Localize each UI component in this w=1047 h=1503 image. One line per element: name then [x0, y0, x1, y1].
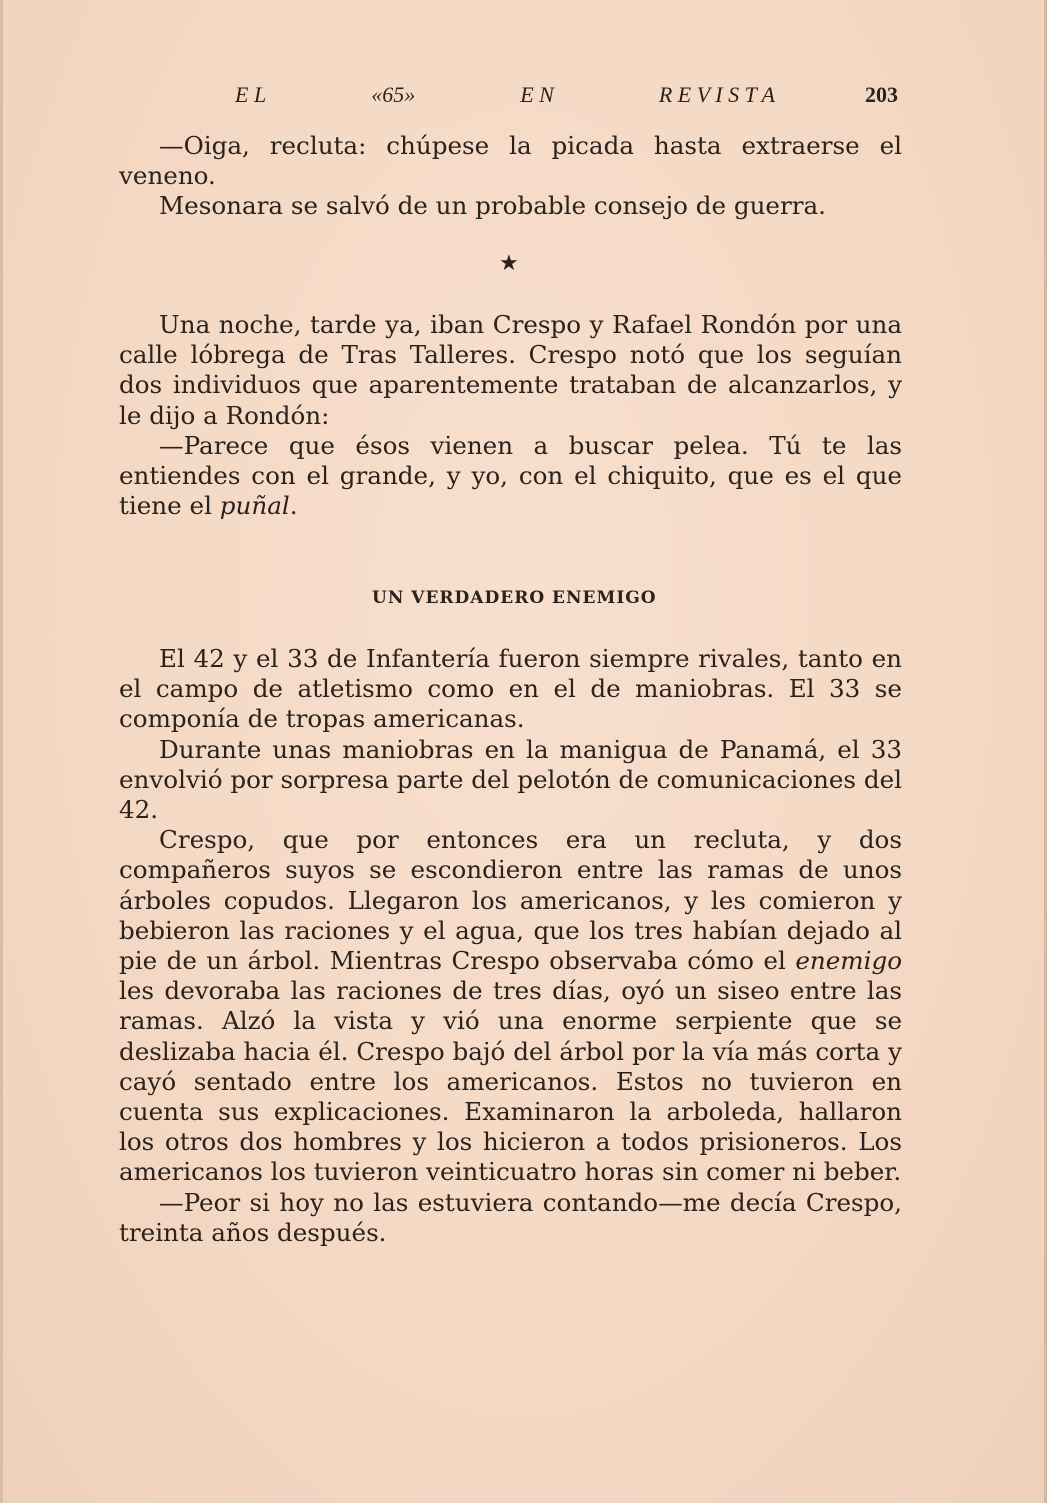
text-block-section — [119, 644, 902, 1248]
paragraph: Una noche, tarde ya, iban Crespo y Rafael Rondón por una calle lóbrega de Tras Talleres. Crespo notó que los seguían dos individuos que aparentemente trataban de alcanzarlos, y le dijo a Rondón: — [119, 310, 902, 430]
running-head-word: R E V I S T A — [658, 82, 775, 107]
paragraph-text: —Parece que ésos vienen a buscar pelea. Tú te las entiendes con el grande, y yo, con el chiquito, que es el que tiene el — [119, 430, 902, 521]
text-block-anecdote — [119, 310, 902, 521]
paragraph: —Oiga, recluta: chúpese la picada hasta extraerse el veneno. — [119, 131, 902, 191]
paragraph — [119, 431, 902, 522]
italic-word: puñal — [219, 491, 290, 521]
section-heading: UN VERDADERO ENEMIGO — [372, 588, 657, 608]
paragraph: Mesonara se salvó de un probable consejo de guerra. — [159, 191, 826, 221]
running-head — [235, 82, 775, 108]
paragraph-text: les devoraba las raciones de tres días, oyó un siseo entre las ramas. Alzó la vista y vió una enorme serpiente que se deslizaba hacia él. Crespo bajó del árbol por la vía más corta y cayó sentado entre los americanos. Estos no tuvieron en cuenta sus explicaciones. Examinaron la arboleda, hallaron los otros dos hombres y los hicieron a todos prisioneros. Los americanos los tuvieron veinticuatro horas sin comer ni beber. — [119, 976, 902, 1187]
running-head-word: «65» — [371, 82, 416, 107]
paragraph — [119, 825, 902, 1187]
running-head-word: E N — [520, 82, 554, 107]
paragraph: El 42 y el 33 de Infantería fueron siempre rivales, tanto en el campo de atletismo como en el de maniobras. El 33 se componía de tropas americanas. — [119, 644, 902, 734]
paragraph: Durante unas maniobras en la manigua de Panamá, el 33 envolvió por sorpresa parte del pelotón de comunicaciones del 42. — [119, 734, 902, 825]
italic-word: enemigo — [795, 946, 902, 976]
paragraph-text: Crespo, que por entonces era un recluta, y dos compañeros suyos se escondieron entre las ramas de unos árboles copudos. Llegaron los americanos, y les comieron y bebieron las raciones y el agua, que los tres habían dejado al pie de un árbol. Mientras Crespo observaba cómo el — [119, 825, 902, 976]
text-block-opening — [119, 131, 902, 222]
page-number: 203 — [865, 82, 898, 107]
paragraph-end: . — [289, 491, 298, 521]
paragraph: —Peor si hoy no las estuviera contando—me decía Crespo, treinta años después. — [119, 1187, 902, 1247]
running-head-word: E L — [235, 82, 267, 107]
star-ornament-icon: ★ — [499, 251, 519, 276]
